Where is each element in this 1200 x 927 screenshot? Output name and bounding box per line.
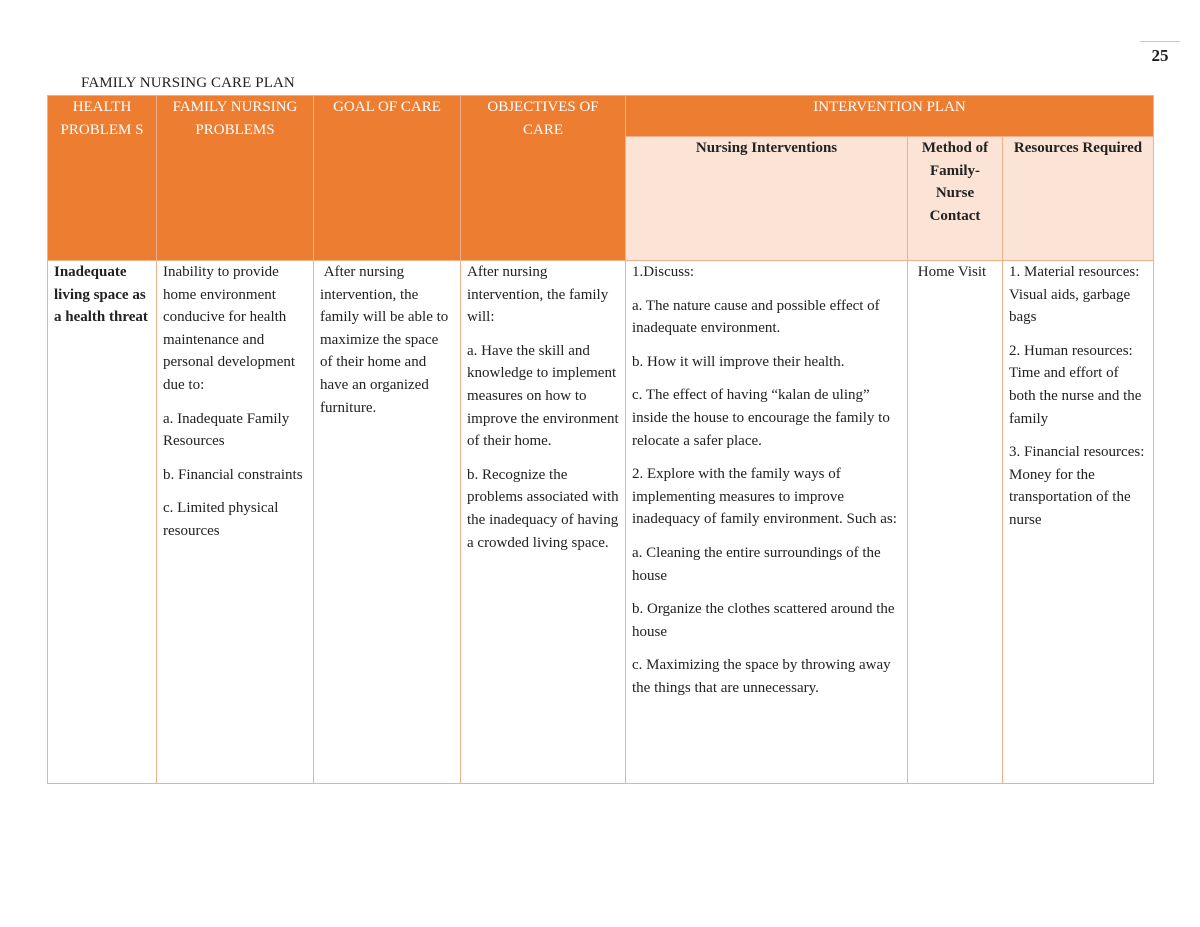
intervention-explore-c: c. Maximizing the space by throwing away the things that are unnecessary. [632, 657, 891, 696]
cell-family-nursing-problem [157, 261, 314, 784]
family-problem-item-a: a. Inadequate Family Resources [163, 410, 290, 450]
cell-method-of-contact [908, 261, 1003, 784]
page-number-rule [1140, 41, 1180, 42]
method-of-contact-text: Home Visit [914, 264, 987, 280]
intervention-explore-b: b. Organize the clothes scattered around the house [632, 601, 895, 640]
table-row [48, 261, 1154, 784]
document-title: FAMILY NURSING CARE PLAN [81, 75, 295, 91]
cell-nursing-interventions [626, 261, 908, 784]
header-goal-of-care: GOAL OF CARE [314, 96, 461, 261]
intervention-discuss-a: a. The nature cause and possible effect of inadequate environment. [632, 297, 880, 337]
cell-objectives-of-care [461, 261, 626, 784]
intervention-discuss-b: b. How it will improve their health. [632, 353, 845, 370]
family-problem-item-b: b. Financial constraints [163, 466, 303, 483]
header-health-problems: HEALTH PROBLEM S [48, 96, 157, 261]
header-method-of-contact: Method of Family- Nurse Contact [908, 137, 1003, 261]
page-number: 25 [1151, 46, 1169, 65]
family-problem-intro: Inability to provide home environment conducive for health maintenance and personal development due to: [163, 264, 296, 393]
header-resources-required: Resources Required [1003, 137, 1154, 261]
resource-item-material: 1. Material resources: Visual aids, garbage bags [1009, 264, 1140, 326]
family-problem-item-c: c. Limited physical resources [163, 500, 279, 539]
intervention-discuss-c: c. The effect of having “kalan de uling” inside the house to encourage the family to relocate a safer place. [632, 387, 890, 449]
header-row-main [48, 96, 1154, 137]
objective-item-a: a. Have the skill and knowledge to implement measures on how to improve the environment of their home. [467, 342, 619, 450]
header-intervention-plan: INTERVENTION PLAN [626, 96, 1154, 137]
cell-health-problem [48, 261, 157, 784]
header-family-nursing-problems: FAMILY NURSING PROBLEMS [157, 96, 314, 261]
resource-item-human: 2. Human resources: Time and effort of both the nurse and the family [1009, 342, 1142, 427]
cell-resources-required [1003, 261, 1154, 784]
care-plan-table [47, 95, 1154, 784]
objective-item-b: b. Recognize the problems associated with the inadequacy of having a crowded living space. [467, 466, 619, 551]
objectives-intro: After nursing intervention, the family will: [467, 264, 609, 326]
header-objectives-of-care: OBJECTIVES OF CARE [461, 96, 626, 261]
cell-goal-of-care [314, 261, 461, 784]
health-problem-text: Inadequate living space as a health threat [54, 264, 148, 326]
resource-item-financial: 3. Financial resources: Money for the transportation of the nurse [1009, 444, 1145, 528]
intervention-explore-a: a. Cleaning the entire surroundings of the house [632, 544, 881, 584]
intervention-explore: 2. Explore with the family ways of implementing measures to improve inadequacy of family environment. Such as: [632, 466, 897, 528]
goal-of-care-text: After nursing intervention, the family will be able to maximize the space of their home and have an organized furniture. [320, 264, 453, 416]
intervention-discuss: 1.Discuss: [632, 264, 695, 280]
header-nursing-interventions: Nursing Interventions [626, 137, 908, 261]
